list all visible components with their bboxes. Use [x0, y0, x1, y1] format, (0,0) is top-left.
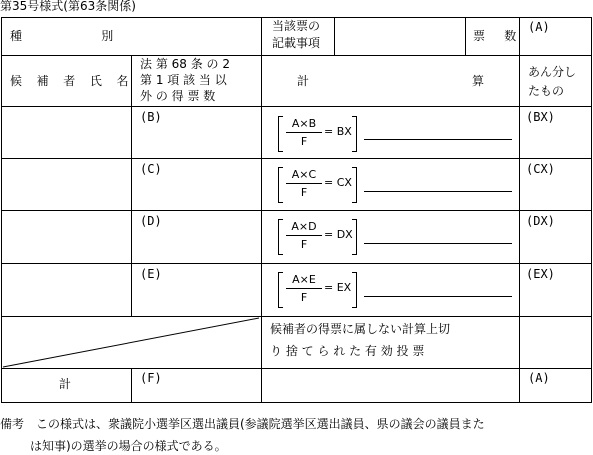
count-label: 票 数 [473, 29, 520, 43]
apportion-header-2: たもの [528, 84, 565, 98]
apportion-code: (CX) [526, 162, 555, 176]
fraction-denominator: F [300, 186, 308, 199]
fraction-numerator: A×B [291, 117, 317, 130]
total-code-a: (A) [528, 371, 550, 385]
row-code: (B) [140, 110, 162, 124]
other-votes-header-2: 第 1 項 該 当 以 [140, 73, 227, 87]
calc-header-right: 算 [472, 74, 485, 88]
relevant-label-line2: 記載事項 [272, 36, 321, 50]
total-label: 計 [59, 377, 72, 391]
row-code: (E) [140, 267, 162, 281]
result-label: = DX [324, 228, 353, 241]
other-votes-header-3: 外 の 得 票 数 [140, 89, 216, 103]
apportion-header-1: あん分し [528, 65, 577, 79]
row-code: (C) [140, 162, 162, 176]
result-label: = CX [324, 176, 352, 189]
type-label: 種 別 [10, 29, 125, 43]
calc-header-left: 計 [297, 74, 310, 88]
row-code: (D) [140, 214, 162, 228]
result-label: = BX [324, 125, 352, 138]
fraction-denominator: F [300, 238, 308, 251]
apportion-code: (BX) [526, 110, 555, 124]
fraction-numerator: A×E [292, 273, 316, 286]
fraction-denominator: F [300, 291, 308, 304]
count-code: (A) [528, 20, 550, 34]
apportion-code: (DX) [526, 214, 555, 228]
note-line1: 備考 この様式は、衆議院小選挙区選出議員(参議院選挙区選出議員、県の議会の議員また [0, 417, 485, 431]
note-line2: は知事)の選挙の場合の様式である。 [30, 439, 227, 453]
total-code-f: (F) [140, 371, 162, 385]
rounding-note-line1: 候補者の得票に属しない計算上切 [270, 322, 451, 336]
form-title: 第35号様式(第63条関係) [0, 0, 136, 13]
relevant-label-line1: 当該票の [272, 19, 321, 33]
result-label: = EX [324, 281, 352, 294]
fraction-numerator: A×C [291, 168, 317, 181]
apportion-code: (EX) [526, 267, 555, 281]
rounding-note-line2: り 捨 て ら れ た 有 効 投 票 [270, 344, 425, 358]
fraction-denominator: F [300, 135, 308, 148]
candidate-name-header: 候 補 者 氏 名 [10, 74, 134, 88]
other-votes-header-1: 法 第 68 条 の 2 [140, 57, 230, 71]
fraction-numerator: A×D [291, 220, 317, 233]
